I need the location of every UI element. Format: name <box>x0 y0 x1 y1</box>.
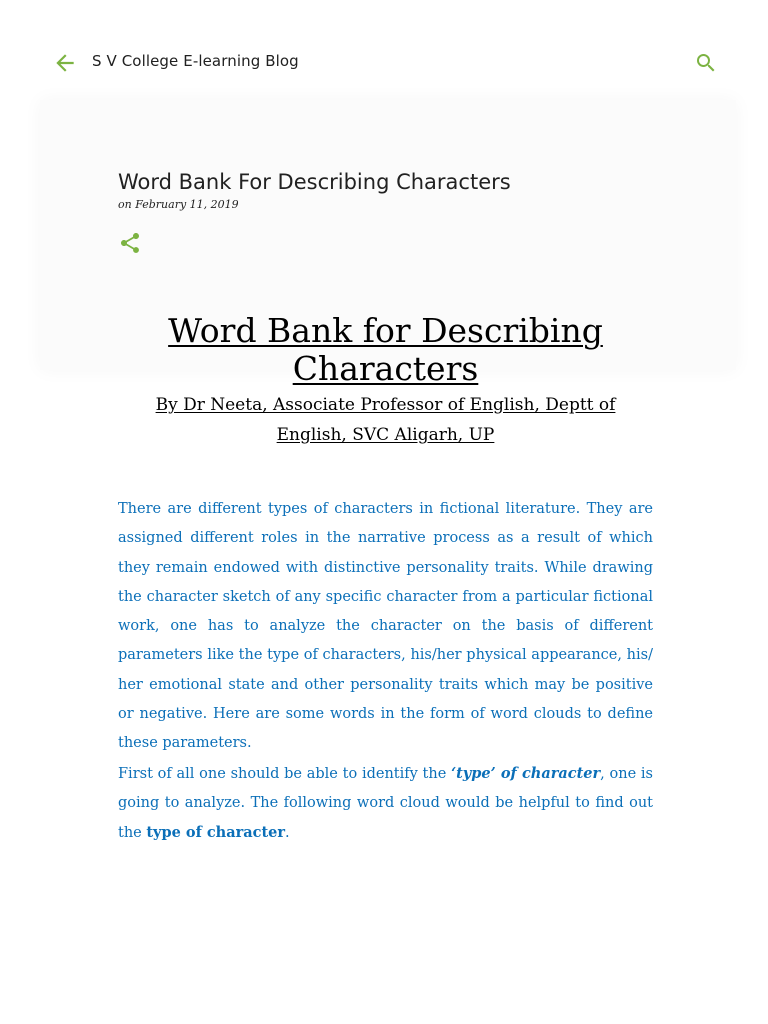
article-byline: By Dr Neeta, Associate Professor of English, Deptt of English, SVC Aligarh, UP <box>155 395 616 445</box>
arrow-back-icon <box>52 50 78 76</box>
share-button[interactable] <box>118 231 142 255</box>
article-heading: Word Bank for Describing Characters <box>168 311 603 388</box>
blog-title-link[interactable]: S V College E-learning Blog <box>92 52 299 70</box>
search-icon <box>694 51 718 75</box>
post-header <box>118 168 678 211</box>
post-title: Word Bank For Describing Characters <box>118 170 511 194</box>
paragraph-2-text-a: First of all one should be able to identify the <box>118 765 452 782</box>
article-body <box>118 312 653 849</box>
post-date-value: February 11, 2019 <box>135 198 239 211</box>
paragraph-2-emphasis: ‘type’ of character <box>451 764 601 782</box>
paragraph-2-text-c: . <box>285 825 290 842</box>
paragraph-2-bold: type of character <box>146 824 286 842</box>
search-button[interactable] <box>694 51 718 75</box>
back-button[interactable] <box>52 50 78 76</box>
post-date-prefix: on <box>118 198 136 211</box>
share-icon <box>118 231 142 255</box>
paragraph-2-text-b: , one is going to analyze. The following word cloud would be helpful to find out the <box>118 765 653 842</box>
article-paragraph-1: There are different types of characters in fictional literature. They are assigned different roles in the narrative process as a result of which they remain endowed with distinctive personality traits. While drawing the character sketch of any specific character from a particular fictional work, one has to analyze the character on the basis of different parameters like the type of characters, his/her physical appearance, his/ her emotional state and other personality traits which may be positive or negative. Here are some words in the form of word clouds to define these parameters. <box>118 501 653 752</box>
article-paragraph-2 <box>118 759 653 849</box>
post-date <box>118 198 678 211</box>
